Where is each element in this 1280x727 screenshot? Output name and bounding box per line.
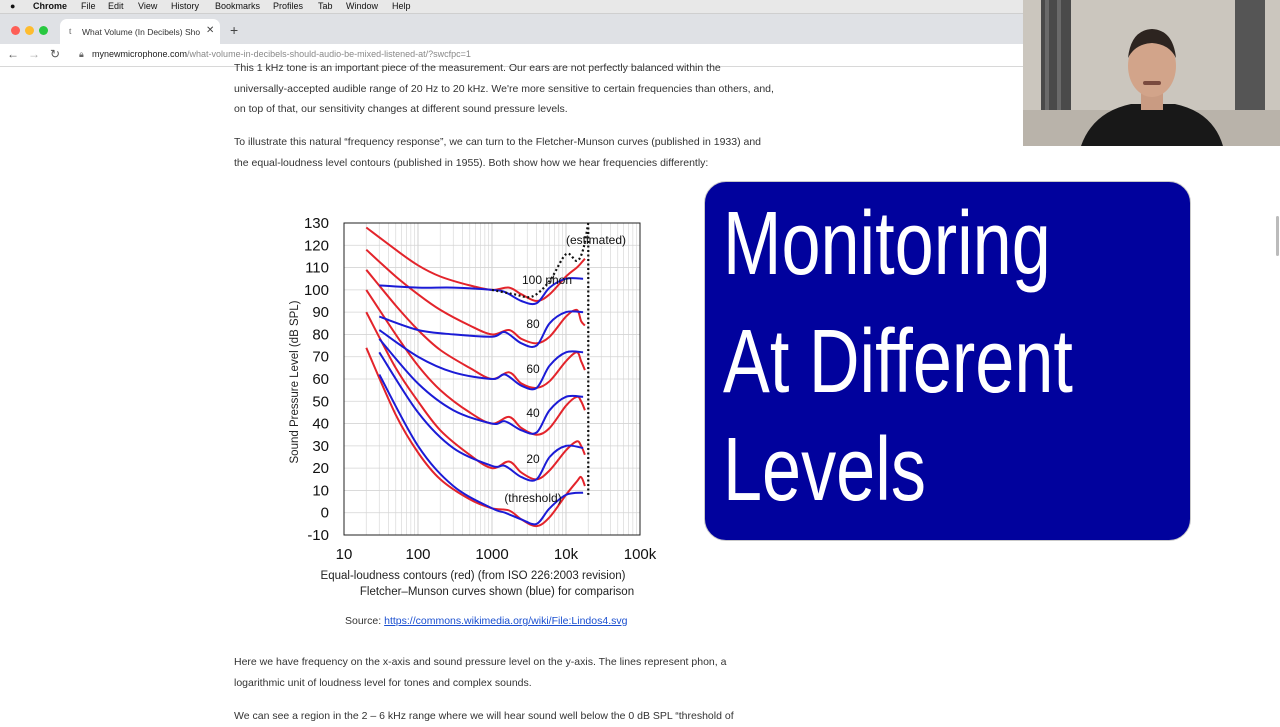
menu-view[interactable]: View	[138, 1, 158, 11]
menu-edit[interactable]: Edit	[108, 1, 124, 11]
chart-annotations	[504, 233, 626, 505]
y-tick-label: 110	[305, 259, 329, 277]
forward-icon[interactable]: →	[28, 47, 40, 61]
minimize-window-button[interactable]	[25, 26, 34, 35]
reload-icon[interactable]: ↻	[50, 47, 61, 61]
y-tick-label: 90	[312, 304, 329, 322]
x-tick-label: 10k	[553, 546, 579, 563]
article-paragraph: To illustrate this natural “frequency response”, we can turn to the Fletcher-Munson curves (published in 1933) and the equal-loudness level contours (published in 1955). Both show how we hear frequencies differently:	[234, 136, 762, 169]
chart-caption-line2: Fletcher–Munson curves shown (blue) for comparison	[359, 586, 635, 598]
menu-bookmarks[interactable]: Bookmarks	[215, 1, 261, 11]
x-tick-label: 1000	[475, 546, 509, 563]
url-path: /what-volume-in-decibels-should-audio-be-mixed-listened-at/?swcfpc=1	[187, 49, 471, 59]
title-card	[704, 181, 1191, 541]
new-tab-button[interactable]: +	[230, 22, 239, 38]
image-source	[345, 615, 627, 627]
browser-tab[interactable]	[60, 19, 220, 44]
blue-curve	[379, 352, 583, 480]
url-host: mynewmicrophone.com	[92, 49, 188, 59]
curve-annotation: 60	[526, 362, 540, 376]
y-tick-label: 30	[312, 437, 329, 455]
x-tick-label: 10	[335, 546, 353, 563]
menu-tab[interactable]: Tab	[318, 1, 333, 11]
curve-annotation: (estimated)	[565, 233, 627, 247]
curve-annotation: 40	[526, 406, 540, 420]
title-card-line1: Monitoring	[723, 194, 1051, 294]
y-tick-label: 100	[303, 281, 329, 299]
presenter-image	[1023, 0, 1280, 146]
y-tick-label: 60	[312, 371, 329, 388]
back-icon[interactable]: ←	[7, 47, 19, 61]
source-label: Source:	[345, 615, 385, 627]
y-tick-label: 80	[312, 326, 329, 344]
zoom-window-button[interactable]	[39, 26, 48, 35]
estimated-curve	[492, 223, 588, 495]
menu-history[interactable]: History	[171, 1, 200, 11]
x-tick-label: 100	[405, 546, 431, 563]
y-tick-label: 130	[303, 215, 329, 232]
menu-profiles[interactable]: Profiles	[273, 1, 304, 11]
article-paragraph: We can see a region in the 2 – 6 kHz range where we will hear sound well below the 0 dB SPL “threshold of	[234, 710, 734, 722]
close-tab-icon[interactable]: ✕	[206, 25, 215, 36]
y-tick-label: 40	[312, 415, 329, 433]
curve-annotation: 100 phon	[521, 273, 573, 287]
lock-icon[interactable]: 🔒︎	[79, 49, 84, 59]
blue-curve	[379, 311, 583, 347]
y-tick-label: 10	[312, 482, 329, 500]
equal-loudness-chart	[280, 210, 720, 610]
title-card-line3: Levels	[723, 420, 926, 520]
tab-title: What Volume (In Decibels) Sho	[82, 27, 201, 37]
menu-file[interactable]: File	[81, 1, 96, 11]
curve-annotation: 80	[526, 317, 540, 331]
x-tick-labels	[336, 546, 657, 563]
y-tick-label: 120	[303, 237, 329, 255]
blue-curve	[379, 330, 583, 389]
menu-window[interactable]: Window	[346, 1, 379, 11]
menu-help[interactable]: Help	[392, 1, 411, 11]
y-tick-labels	[304, 215, 329, 544]
curve-annotation: (threshold)	[504, 491, 562, 505]
y-tick-label: -10	[307, 527, 329, 544]
apple-icon[interactable]: ●	[10, 1, 16, 11]
article-paragraph: Here we have frequency on the x-axis and sound pressure level on the y-axis. The lines represent phon, a logarithmic unit of loudness level for tones and complex sounds.	[234, 656, 727, 689]
y-tick-label: 50	[312, 393, 329, 411]
menu-chrome[interactable]: Chrome	[33, 1, 68, 11]
y-tick-label: 0	[320, 504, 329, 522]
y-tick-label: 70	[312, 348, 329, 366]
chart-caption-line1: Equal-loudness contours (red) (from ISO 226:2003 revision)	[320, 570, 626, 582]
title-card-line2: At Different	[723, 312, 1073, 412]
y-axis-label: Sound Pressure Level (dB SPL)	[289, 300, 301, 464]
source-link[interactable]: https://commons.wikimedia.org/wiki/File:Lindos4.svg	[384, 615, 628, 627]
close-window-button[interactable]	[11, 26, 20, 35]
x-tick-label: 100k	[623, 546, 657, 563]
webcam-overlay	[1023, 0, 1280, 146]
curve-annotation: 20	[526, 452, 540, 466]
article-paragraph: This 1 kHz tone is an important piece of the measurement. Our ears are not perfectly balanced within the universally-accepted audible range of 20 Hz to 20 kHz. We're more sensitive to certain frequencies than others, and, on top of that, our sensitivity changes at different sound pressure levels.	[234, 62, 774, 115]
y-tick-label: 20	[312, 460, 329, 478]
favicon-icon: t	[69, 26, 72, 36]
page-scrollbar[interactable]	[1276, 216, 1279, 256]
